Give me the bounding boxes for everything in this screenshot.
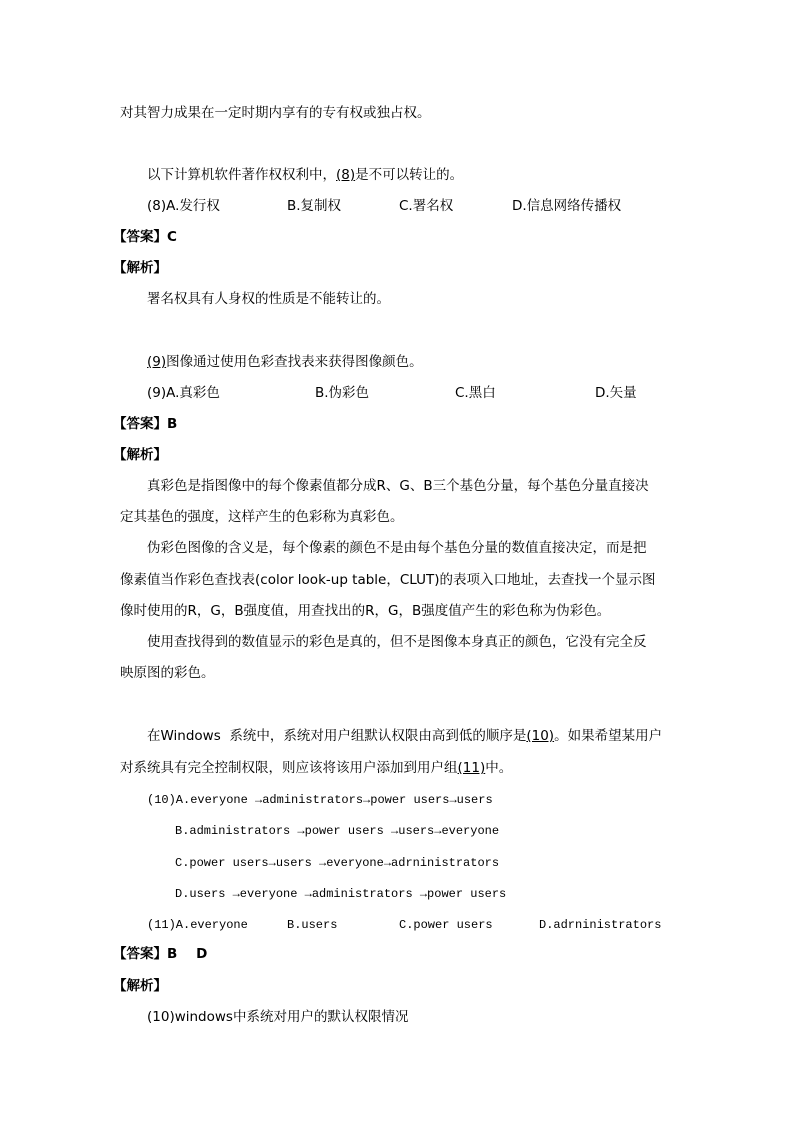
analysis-text: 署名权具有人身权的性质是不能转让的。 bbox=[147, 291, 390, 307]
analysis-label: 【解析】 bbox=[113, 978, 167, 994]
answer bbox=[113, 228, 177, 246]
option-a: (9)A.真彩色 bbox=[147, 385, 220, 401]
option-b: B.administrators →power users →users→everyone bbox=[175, 824, 500, 838]
option-d: D.信息网络传播权 bbox=[512, 198, 622, 214]
answer-value: B bbox=[167, 416, 178, 432]
option-d: D.adrninistrators bbox=[539, 918, 662, 932]
analysis-label: 【解析】 bbox=[113, 447, 167, 463]
answer bbox=[113, 945, 207, 963]
question-10-stem bbox=[147, 727, 662, 745]
option-c: C.黑白 bbox=[455, 385, 496, 401]
blank: (10) bbox=[526, 728, 555, 744]
analysis-text: 像时使用的R，G，B强度值，用查找出的R，G，B强度值产生的彩色称为伪彩色。 bbox=[120, 603, 611, 619]
stem-text: 对系统具有完全控制权限，则应该将该用户添加到用户组 bbox=[120, 760, 458, 776]
stem-text: 中。 bbox=[485, 760, 513, 776]
answer-value: C bbox=[167, 229, 177, 245]
paragraph: 对其智力成果在一定时期内享有的专有权或独占权。 bbox=[120, 105, 431, 121]
option-d: D.users →everyone →administrators →power users bbox=[175, 887, 507, 901]
stem-text: 以下计算机软件著作权权利中， bbox=[147, 167, 336, 183]
option-a: (8)A.发行权 bbox=[147, 198, 220, 214]
analysis-text: 伪彩色图像的含义是，每个像素的颜色不是由每个基色分量的数值直接决定，而是把 bbox=[147, 540, 647, 556]
analysis-text: 像素值当作彩色查找表(color look-up table，CLUT)的表项入口地址，去查找一个显示图 bbox=[120, 572, 656, 588]
question-8-stem bbox=[147, 166, 463, 184]
answer bbox=[113, 415, 177, 433]
analysis-text: 定其基色的强度，这样产生的色彩称为真彩色。 bbox=[120, 509, 404, 525]
stem-text: 图像通过使用色彩查找表来获得图像颜色。 bbox=[166, 354, 423, 370]
option-a: (11)A.everyone bbox=[147, 918, 248, 932]
answer-label: 【答案】 bbox=[113, 946, 167, 962]
blank: (9) bbox=[147, 354, 167, 370]
option-a: (10)A.everyone →administrators→power users→users bbox=[147, 793, 493, 807]
option-c: C.power users→users →everyone→adrninistrators bbox=[175, 856, 500, 870]
option-b: B.users bbox=[287, 918, 338, 932]
question-9-stem bbox=[147, 353, 423, 371]
answer-label: 【答案】 bbox=[113, 416, 167, 432]
stem-text: 。如果希望某用户 bbox=[554, 728, 663, 744]
analysis-text: 真彩色是指图像中的每个像素值都分成R、G、B三个基色分量，每个基色分量直接决 bbox=[147, 478, 649, 494]
analysis-text: (10)windows中系统对用户的默认权限情况 bbox=[147, 1009, 409, 1025]
blank: (11) bbox=[457, 760, 486, 776]
option-b: B.复制权 bbox=[287, 198, 342, 214]
answer-label: 【答案】 bbox=[113, 229, 167, 245]
answer-value: B D bbox=[167, 946, 208, 962]
analysis-text: 使用查找得到的数值显示的彩色是真的，但不是图像本身真正的颜色，它没有完全反 bbox=[147, 634, 647, 650]
stem-text: 在Windows 系统中，系统对用户组默认权限由高到低的顺序是 bbox=[147, 728, 527, 744]
option-c: C.署名权 bbox=[399, 198, 454, 214]
analysis-label: 【解析】 bbox=[113, 260, 167, 276]
option-d: D.矢量 bbox=[595, 385, 637, 401]
analysis-text: 映原图的彩色。 bbox=[120, 665, 215, 681]
blank: (8) bbox=[336, 167, 356, 183]
option-c: C.power users bbox=[399, 918, 493, 932]
stem-text: 是不可以转让的。 bbox=[355, 167, 464, 183]
option-b: B.伪彩色 bbox=[315, 385, 370, 401]
question-11-stem bbox=[120, 759, 512, 777]
